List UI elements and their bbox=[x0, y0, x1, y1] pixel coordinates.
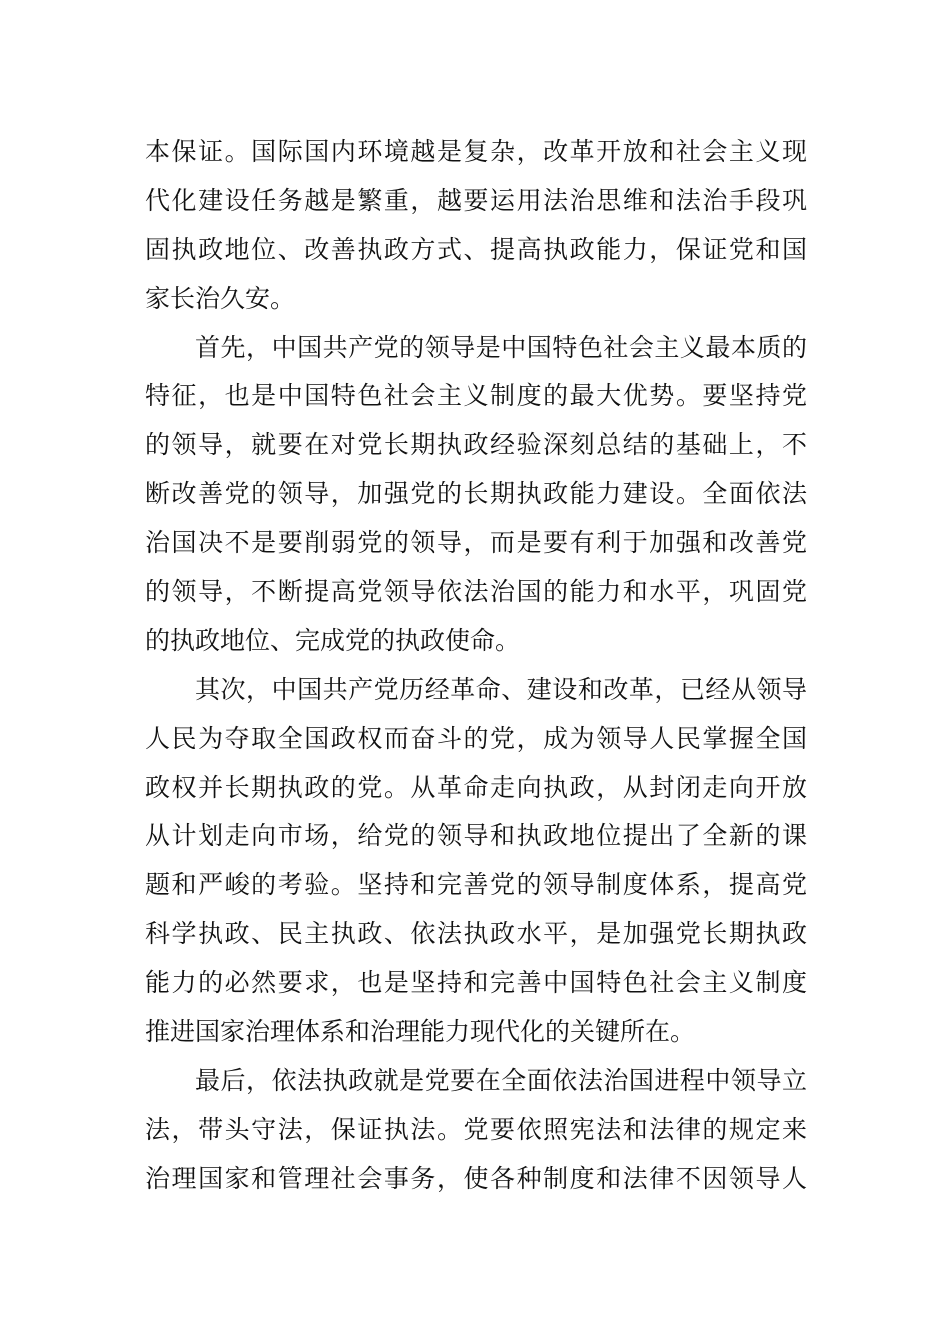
text-line: 推进国家治理体系和治理能力现代化的关键所在。 bbox=[145, 1017, 696, 1047]
text-line: 断改善党的领导，加强党的长期执政能力建设。全面依法 bbox=[145, 479, 807, 509]
text-line: 题和严峻的考验。坚持和完善党的领导制度体系，提高党 bbox=[145, 870, 807, 900]
text-line: 本保证。国际国内环境越是复杂，改革开放和社会主义现 bbox=[145, 137, 807, 166]
text-line: 法，带头守法，保证执法。党要依照宪法和法律的规定来 bbox=[145, 1114, 807, 1144]
text-line: 政权并长期执政的党。从革命走向执政，从封闭走向开放 bbox=[145, 772, 807, 802]
paragraph-first-line: 其次，中国共产党历经革命、建设和改革，已经从领导 bbox=[195, 674, 807, 704]
text-line: 的领导，就要在对党长期执政经验深刻总结的基础上，不 bbox=[145, 430, 807, 460]
text-line: 代化建设任务越是繁重，越要运用法治思维和法治手段巩 bbox=[145, 185, 807, 215]
text-line: 从计划走向市场，给党的领导和执政地位提出了全新的课 bbox=[145, 821, 807, 851]
text-line: 治理国家和管理社会事务，使各种制度和法律不因领导人 bbox=[145, 1163, 807, 1193]
body-text bbox=[145, 128, 807, 1204]
paragraph-first-line: 首先，中国共产党的领导是中国特色社会主义最本质的 bbox=[195, 332, 807, 362]
text-line: 家长治久安。 bbox=[145, 283, 296, 313]
text-line: 人民为夺取全国政权而奋斗的党，成为领导人民掌握全国 bbox=[145, 723, 807, 753]
paragraph-first-line: 最后，依法执政就是党要在全面依法治国进程中领导立 bbox=[195, 1065, 807, 1095]
text-line: 科学执政、民主执政、依法执政水平，是加强党长期执政 bbox=[145, 919, 807, 949]
text-line: 的执政地位、完成党的执政使命。 bbox=[145, 625, 521, 655]
text-line: 固执政地位、改善执政方式、提高执政能力，保证党和国 bbox=[145, 234, 807, 264]
text-line: 的领导，不断提高党领导依法治国的能力和水平，巩固党 bbox=[145, 577, 807, 607]
text-line: 治国决不是要削弱党的领导，而是要有利于加强和改善党 bbox=[145, 528, 807, 558]
text-line: 特征，也是中国特色社会主义制度的最大优势。要坚持党 bbox=[145, 381, 807, 411]
text-line: 能力的必然要求，也是坚持和完善中国特色社会主义制度 bbox=[145, 968, 807, 998]
